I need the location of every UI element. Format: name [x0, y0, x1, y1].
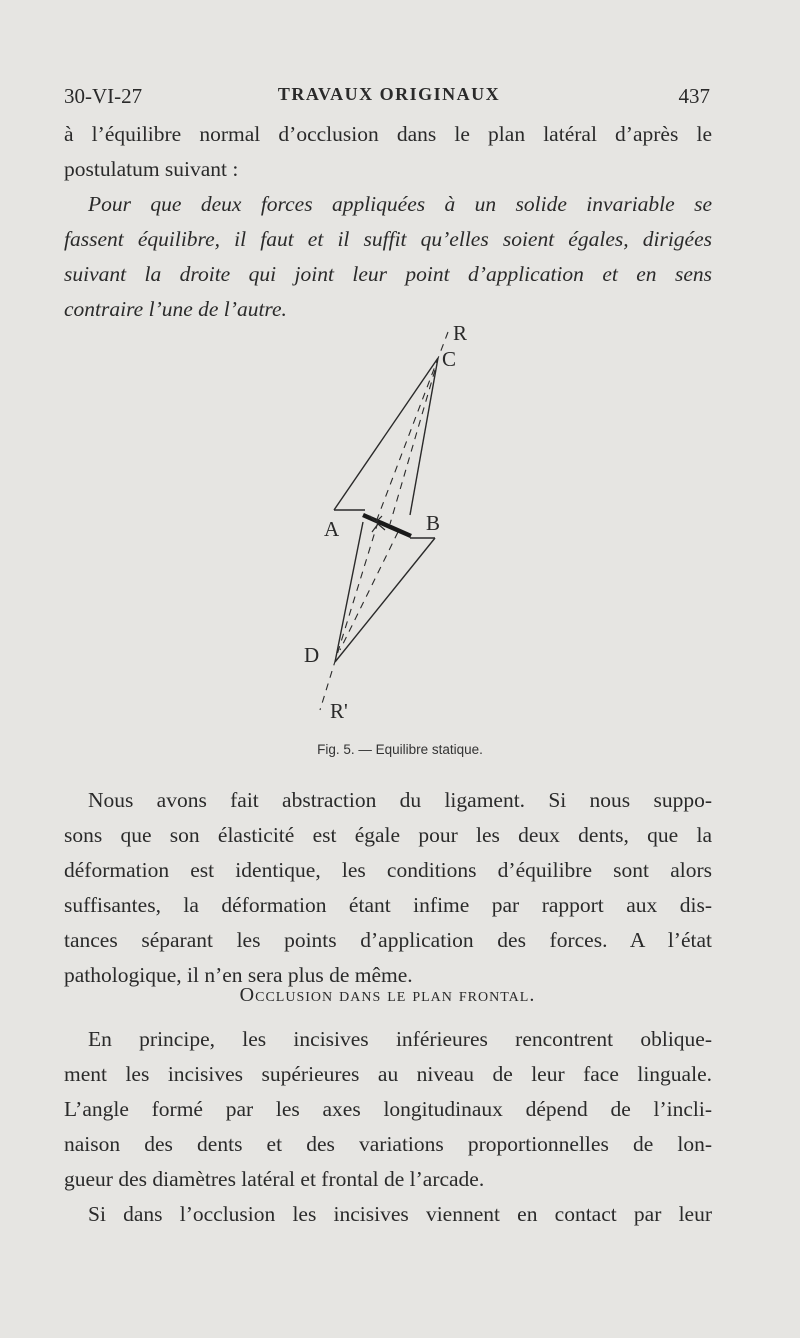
- intro-line: à l’équilibre normal d’occlusion dans le plan latéral d’après le: [64, 122, 712, 146]
- paragraph-line: déformation est identique, les conditions d’équilibre sont alors: [64, 858, 712, 882]
- paragraph-line: suffisantes, la déformation étant infime par rapport aux dis-: [64, 893, 712, 917]
- label-r: R: [453, 321, 468, 345]
- intro-paragraph: [64, 117, 712, 187]
- paragraph-line: ment les incisives supérieures au niveau de leur face linguale.: [64, 1062, 712, 1086]
- paragraph-line: gueur des diamètres latéral et frontal de l’arcade.: [64, 1167, 485, 1191]
- intro-line: postulatum suivant :: [64, 157, 239, 181]
- paragraph-ligament: [64, 783, 712, 993]
- lower-tooth-left-edge: [335, 522, 363, 662]
- postulate-line: Pour que deux forces appliquées à un solide invariable se: [88, 192, 712, 216]
- label-b: B: [426, 511, 441, 535]
- header-title: TRAVAUX ORIGINAUX: [277, 84, 501, 104]
- postulate-line: suivant la droite qui joint leur point d’application et en sens: [64, 262, 712, 286]
- paragraph-line: sons que son élasticité est égale pour les deux dents, que la: [64, 823, 712, 847]
- paragraph-line: L’angle formé par les axes longitudinaux dépend de l’incli-: [64, 1097, 712, 1121]
- lower-tooth-right-edge: [335, 538, 435, 662]
- paragraph-incisives: [64, 1022, 712, 1197]
- force-line-r: [376, 332, 448, 522]
- paragraph-line: naison des dents et des variations proportionnelles de lon-: [64, 1132, 712, 1156]
- paragraph-line: En principe, les incisives inférieures rencontrent oblique-: [88, 1027, 712, 1051]
- force-line-r-prime: [320, 522, 378, 710]
- header-date: 30-VI-27: [64, 84, 143, 108]
- postulate-line: contraire l’une de l’autre.: [64, 297, 287, 321]
- paragraph-occlusion: [64, 1197, 712, 1232]
- running-header: [64, 84, 714, 114]
- contact-segment-ab: [363, 515, 411, 536]
- paragraph-line: pathologique, il n’en sera plus de même.: [64, 963, 413, 987]
- paragraph-line: tances séparant les points d’application des forces. A l’état: [64, 928, 712, 952]
- upper-tooth-left-edge: [334, 358, 438, 510]
- label-c: C: [442, 347, 457, 371]
- equilibrium-figure: [290, 310, 510, 730]
- paragraph-line: Nous avons fait abstraction du ligament. Si nous suppo-: [88, 788, 712, 812]
- label-r-prime: R': [330, 699, 348, 723]
- section-heading: Occlusion dans le plan frontal.: [239, 984, 536, 1006]
- figure-caption: Fig. 5. — Equilibre statique.: [317, 742, 483, 757]
- label-a: A: [324, 517, 340, 541]
- postulate-line: fassent équilibre, il faut et il suffit qu’elles soient égales, dirigées: [64, 227, 712, 251]
- postulate-paragraph: [64, 187, 712, 327]
- upper-tooth-right-edge: [410, 358, 438, 515]
- paragraph-line: Si dans l’occlusion les incisives viennent en contact par leur: [88, 1202, 712, 1226]
- page-number: 437: [678, 84, 710, 108]
- label-d: D: [304, 643, 320, 667]
